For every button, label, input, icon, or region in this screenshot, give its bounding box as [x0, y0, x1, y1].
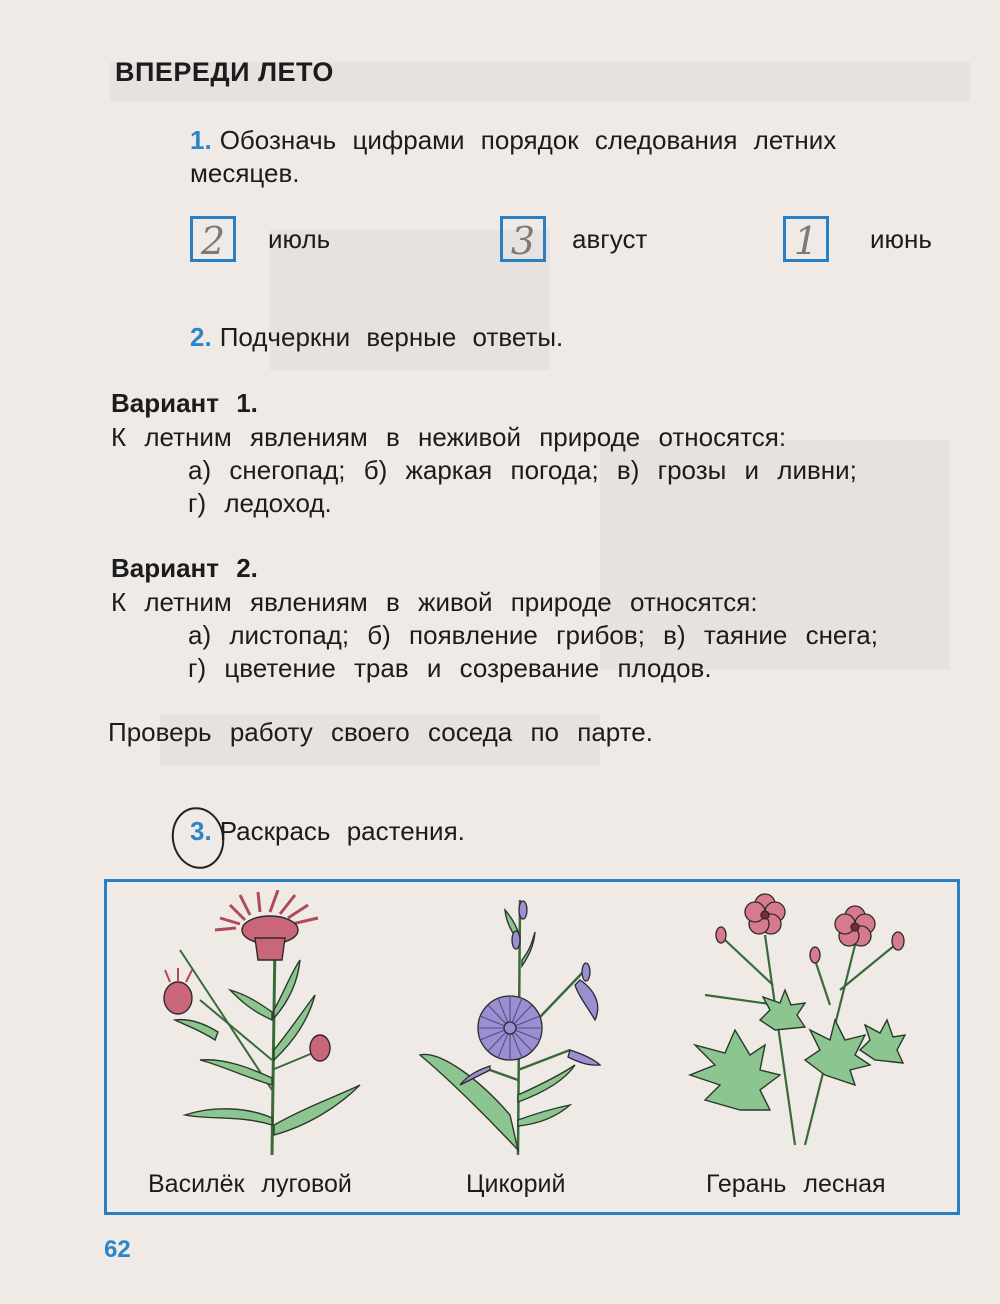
page-number: 62 [104, 1236, 131, 1263]
plant-caption-chicory: Цикорий [466, 1170, 566, 1198]
task-1-text-line1: Обозначь цифрами порядок следования летних [219, 125, 837, 155]
month-label-july: июль [268, 224, 331, 254]
task-3-number: 3. [190, 816, 212, 846]
task-2-instruction [190, 321, 563, 354]
months-answer-row [0, 216, 1000, 272]
task-2-number: 2. [190, 322, 212, 352]
chicory-illustration[interactable] [410, 880, 640, 1160]
task-2-text: Подчеркни верные ответы. [219, 322, 564, 352]
variant-2-title: Вариант 2. [111, 553, 258, 583]
task-1-text-line2: месяцев. [190, 158, 300, 188]
task-1-instruction [190, 124, 965, 190]
cornflower-illustration[interactable] [140, 890, 400, 1160]
answer-box-july[interactable]: 2 [190, 216, 236, 262]
task-3-text: Раскрась растения. [219, 816, 465, 846]
task-3-instruction [190, 815, 465, 848]
section-title: ВПЕРЕДИ ЛЕТО [115, 57, 334, 87]
answer-box-june[interactable]: 1 [783, 216, 829, 262]
variant-2-question: К летним явлениям в живой природе относятся: [111, 587, 758, 617]
geranium-illustration[interactable] [665, 885, 915, 1155]
variant-1-answers-line1[interactable]: а) снегопад; б) жаркая погода; в) грозы и ливни; [188, 455, 857, 485]
month-label-august: август [572, 224, 648, 254]
answer-box-august[interactable]: 3 [500, 216, 546, 262]
variant-1-title: Вариант 1. [111, 388, 258, 418]
plant-caption-cornflower: Василёк луговой [148, 1170, 352, 1198]
check-neighbor-text: Проверь работу своего соседа по парте. [108, 717, 653, 747]
variant-1-answers-line2[interactable]: г) ледоход. [188, 488, 332, 518]
plant-caption-geranium: Герань лесная [706, 1170, 886, 1198]
task-1-number: 1. [190, 125, 212, 155]
variant-1-question: К летним явлениям в неживой природе относятся: [111, 422, 787, 452]
month-label-june: июнь [870, 224, 932, 254]
variant-2-answers-line2[interactable]: г) цветение трав и созревание плодов. [188, 653, 712, 683]
variant-2-answers-line1[interactable]: а) листопад; б) появление грибов; в) таяние снега; [188, 620, 878, 650]
